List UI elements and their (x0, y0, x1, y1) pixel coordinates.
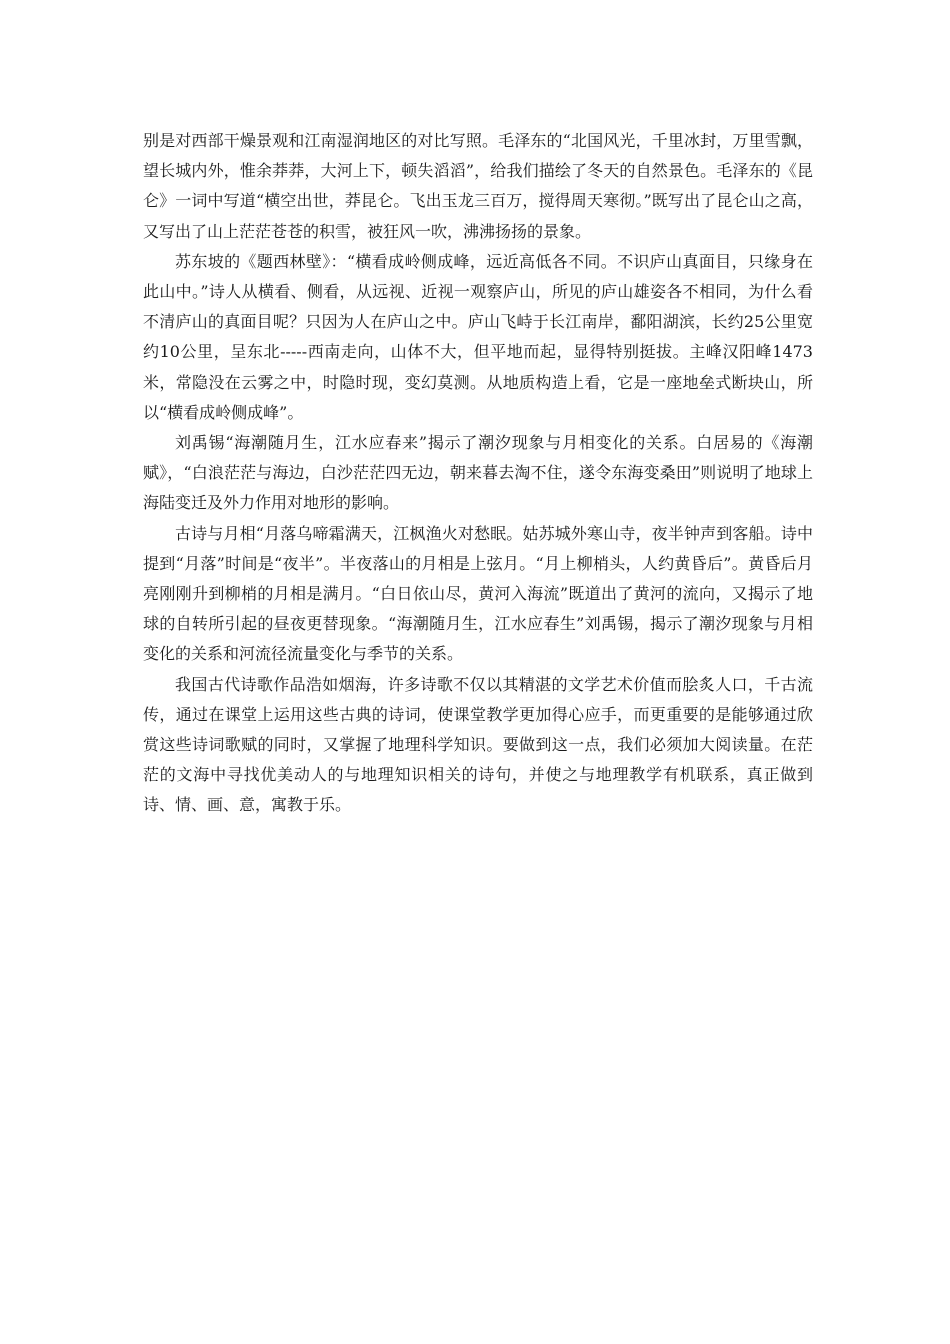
paragraph-tides: 刘禹锡“海潮随月生，江水应春来”揭示了潮汐现象与月相变化的关系。白居易的《海潮赋》，“白浪茫茫与海边，白沙茫茫四无边，朝来暮去淘不住，遂令东海变桑田”则说明了地球上海陆变迁及外力作用对地形的影响。 (143, 433, 813, 513)
document-body (143, 126, 813, 821)
paragraph-moon-phases: 古诗与月相“月落乌啼霜满天，江枫渔火对愁眠。姑苏城外寒山寺，夜半钟声到客船。诗中提到“月落”时间是“夜半”。半夜落山的月相是上弦月。“月上柳梢头，人约黄昏后”。黄昏后月亮刚刚升到柳梢的月相是满月。“白日依山尽，黄河入海流”既道出了黄河的流向，又揭示了地球的自转所引起的昼夜更替现象。“海潮随月生，江水应春生”刘禹锡，揭示了潮汐现象与月相变化的关系和河流径流量变化与季节的关系。 (143, 523, 813, 664)
paragraph-xilin-wall: 苏东坡的《题西林壁》：“横看成岭侧成峰，远近高低各不同。不识庐山真面目，只缘身在此山中。”诗人从横看、侧看，从远视、近视一观察庐山，所见的庐山雄姿各不相同，为什么看不清庐山的真面目呢？只因为人在庐山之中。庐山飞峙于长江南岸，鄱阳湖滨，长约25公里宽约10公里，呈东北-----西南走向，山体不大，但平地而起，显得特别挺拔。主峰汉阳峰1473米，常隐没在云雾之中，时隐时现，变幻莫测。从地质构造上看，它是一座地垒式断块山，所以“横看成岭侧成峰”。 (143, 251, 813, 422)
paragraph-continuation: 别是对西部干燥景观和江南湿润地区的对比写照。毛泽东的“北国风光，千里冰封，万里雪飘，望长城内外，惟余莽莽，大河上下，顿失滔滔”，给我们描绘了冬天的自然景色。毛泽东的《昆仑》一词中写道“横空出世，莽昆仑。飞出玉龙三百万，搅得周天寒彻。”既写出了昆仑山之高，又写出了山上茫茫苍苍的积雪，被狂风一吹，沸沸扬扬的景象。 (143, 131, 813, 241)
paragraph-conclusion: 我国古代诗歌作品浩如烟海，许多诗歌不仅以其精湛的文学艺术价值而脍炙人口，千古流传，通过在课堂上运用这些古典的诗词，使课堂教学更加得心应手，而更重要的是能够通过欣赏这些诗词歌赋的同时，又掌握了地理科学知识。要做到这一点，我们必须加大阅读量。在茫茫的文海中寻找优美动人的与地理知识相关的诗句，并使之与地理教学有机联系，真正做到诗、情、画、意，寓教于乐。 (143, 674, 813, 815)
